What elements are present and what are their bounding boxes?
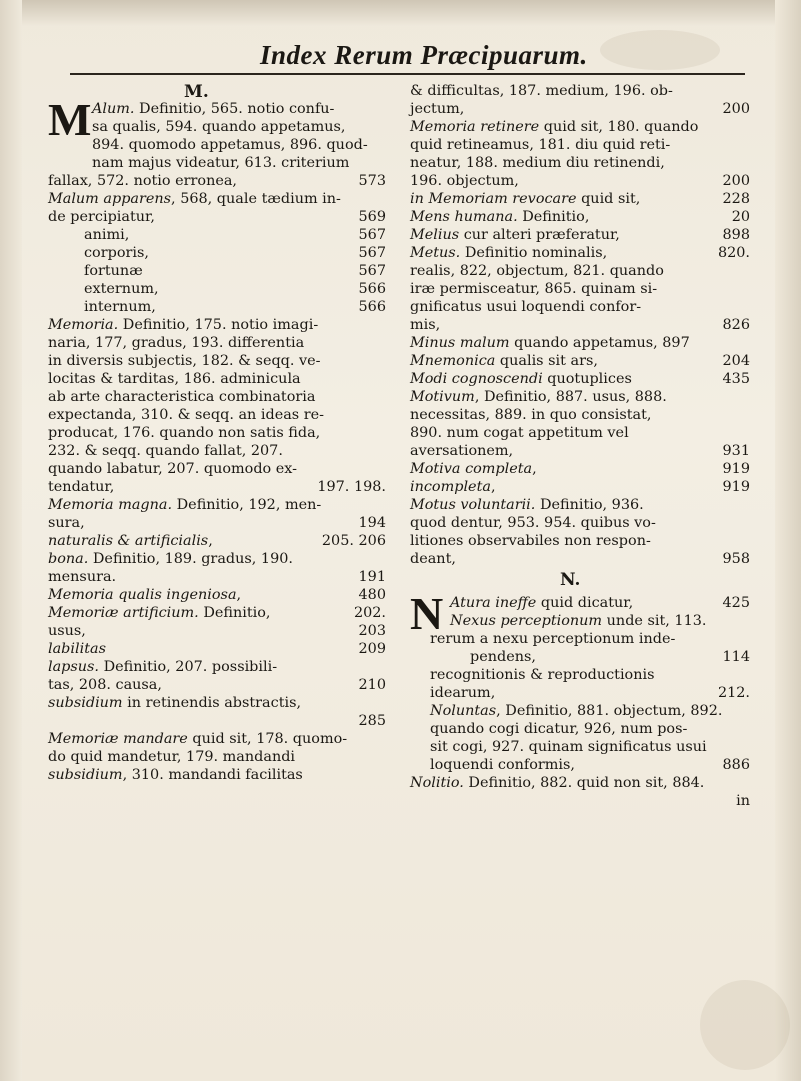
entry-text: animi, bbox=[84, 227, 130, 243]
entry-text: fallax, 572. notio erronea, bbox=[48, 173, 238, 189]
section-letter-n: N. bbox=[560, 570, 581, 590]
entry-text: necessitas, 889. in quo consistat, bbox=[410, 407, 652, 423]
entry-text: 894. quomodo appetamus, 896. quod- bbox=[92, 137, 368, 153]
index-entry bbox=[48, 244, 386, 262]
entry-text: usus, bbox=[48, 623, 86, 639]
index-entry bbox=[48, 316, 386, 334]
entry-text: Memoriæ mandare quid sit, 178. quomo- bbox=[48, 731, 348, 747]
index-entry bbox=[48, 550, 386, 568]
index-entry bbox=[410, 594, 750, 612]
entry-text: quando cogi dicatur, 926, num pos- bbox=[430, 721, 688, 737]
index-entry bbox=[410, 460, 750, 478]
index-entry bbox=[48, 334, 386, 352]
entry-text: 890. num cogat appetitum vel bbox=[410, 425, 629, 441]
entry-text: Memoria retinere quid sit, 180. quando bbox=[410, 119, 699, 135]
entry-text: naria, 177, gradus, 193. differentia bbox=[48, 335, 305, 351]
entry-text: mensura. bbox=[48, 569, 117, 585]
index-entry bbox=[48, 694, 386, 712]
entry-text: Mnemonica qualis sit ars, bbox=[410, 353, 598, 369]
index-entry bbox=[410, 442, 750, 460]
index-entry bbox=[48, 604, 386, 622]
index-entry bbox=[48, 676, 386, 694]
page-reference: 197. 198. bbox=[317, 479, 386, 495]
entry-text: jectum, bbox=[410, 101, 465, 117]
index-entry bbox=[48, 172, 386, 190]
index-entry bbox=[410, 630, 750, 648]
entry-text: tendatur, bbox=[48, 479, 115, 495]
page-reference: 210 bbox=[358, 677, 386, 693]
entry-text: Metus. Definitio nominalis, bbox=[410, 245, 608, 261]
index-entry bbox=[48, 460, 386, 478]
entry-text: subsidium, 310. mandandi facilitas bbox=[48, 767, 303, 783]
entry-text: deant, bbox=[410, 551, 456, 567]
entry-text: ab arte characteristica combinatoria bbox=[48, 389, 316, 405]
entry-text: expectanda, 310. & seqq. an ideas re- bbox=[48, 407, 325, 423]
index-entry bbox=[410, 792, 750, 810]
entry-text: 232. & seqq. quando fallat, 207. bbox=[48, 443, 283, 459]
index-entry bbox=[48, 532, 386, 550]
entry-text: naturalis & artificialis, bbox=[48, 533, 213, 549]
index-entry bbox=[410, 208, 750, 226]
index-entry bbox=[410, 334, 750, 352]
page-reference: 212. bbox=[717, 685, 750, 701]
index-entry bbox=[48, 298, 386, 316]
paper-stain bbox=[600, 30, 720, 70]
index-entry bbox=[410, 118, 750, 136]
page-reference: 205. 206 bbox=[321, 533, 386, 549]
index-entry bbox=[48, 280, 386, 298]
entry-text: labilitas bbox=[48, 641, 106, 657]
entry-text: quod dentur, 953. 954. quibus vo- bbox=[410, 515, 656, 531]
entry-text: nam majus videatur, 613. criterium bbox=[92, 155, 350, 171]
index-entry bbox=[48, 208, 386, 226]
entry-text: pendens, bbox=[470, 649, 536, 665]
entry-text: do quid mandetur, 179. mandandi bbox=[48, 749, 296, 765]
page-reference: 480 bbox=[358, 587, 386, 603]
entry-text: Noluntas, Definitio, 881. objectum, 892. bbox=[430, 703, 723, 719]
page-reference: 200 bbox=[722, 101, 750, 117]
index-entry bbox=[48, 190, 386, 208]
entry-text: Minus malum quando appetamus, 897 bbox=[410, 335, 690, 351]
page-reference: 191 bbox=[358, 569, 386, 585]
page-top-edge bbox=[0, 0, 801, 26]
entry-text: subsidium in retinendis abstractis, bbox=[48, 695, 302, 711]
page-reference: 898 bbox=[722, 227, 750, 243]
entry-text: quid retineamus, 181. diu quid reti- bbox=[410, 137, 671, 153]
index-entry bbox=[410, 226, 750, 244]
entry-text: Motivum, Definitio, 887. usus, 888. bbox=[410, 389, 667, 405]
index-entry bbox=[410, 702, 750, 720]
running-header: Index Rerum Præcipuarum. bbox=[260, 40, 588, 70]
index-entry bbox=[410, 478, 750, 496]
entry-text: Modi cognoscendi quotuplices bbox=[410, 371, 632, 387]
index-entry bbox=[48, 406, 386, 424]
entry-text: corporis, bbox=[84, 245, 149, 261]
page-right-edge bbox=[775, 0, 801, 1081]
paper-stain bbox=[700, 980, 790, 1070]
index-entry bbox=[410, 100, 750, 118]
index-entry bbox=[48, 496, 386, 514]
index-entry bbox=[48, 262, 386, 280]
dropcap-m: M bbox=[48, 94, 92, 145]
index-entry bbox=[48, 658, 386, 676]
dropcap-n: N bbox=[410, 588, 444, 639]
index-entry bbox=[48, 586, 386, 604]
index-entry bbox=[410, 352, 750, 370]
entry-text: internum, bbox=[84, 299, 156, 315]
index-entry bbox=[410, 774, 750, 792]
index-entry bbox=[410, 172, 750, 190]
index-entry bbox=[48, 514, 386, 532]
entry-text: Atura ineffe quid dicatur, bbox=[450, 595, 634, 611]
index-entry bbox=[410, 154, 750, 172]
page-left-edge bbox=[0, 0, 22, 1081]
index-entry bbox=[48, 352, 386, 370]
entry-text: incompleta, bbox=[410, 479, 496, 495]
header-rule bbox=[70, 73, 745, 75]
entry-text: Memoria. Definitio, 175. notio imagi- bbox=[48, 317, 319, 333]
section-letter-m: M. bbox=[184, 82, 209, 102]
index-entry bbox=[410, 298, 750, 316]
entry-text: producat, 176. quando non satis fida, bbox=[48, 425, 321, 441]
index-entry bbox=[410, 280, 750, 298]
index-entry bbox=[48, 424, 386, 442]
index-entry bbox=[410, 648, 750, 666]
entry-text: sit cogi, 927. quinam significatus usui bbox=[430, 739, 707, 755]
page-reference: 20 bbox=[731, 209, 750, 225]
page-reference: 919 bbox=[722, 461, 750, 477]
entry-text: in diversis subjectis, 182. & seqq. ve- bbox=[48, 353, 321, 369]
page-reference: 114 bbox=[722, 649, 750, 665]
index-entry bbox=[48, 748, 386, 766]
index-entry bbox=[410, 756, 750, 774]
entry-text: bona. Definitio, 189. gradus, 190. bbox=[48, 551, 293, 567]
entry-text: idearum, bbox=[430, 685, 496, 701]
index-entry bbox=[410, 666, 750, 684]
entry-text: Nexus perceptionum unde sit, 113. bbox=[450, 613, 707, 629]
entry-text: litiones observabiles non respon- bbox=[410, 533, 651, 549]
index-entry bbox=[410, 496, 750, 514]
index-entry bbox=[410, 424, 750, 442]
index-entry bbox=[410, 514, 750, 532]
page-reference: 567 bbox=[358, 227, 386, 243]
page-reference: in bbox=[736, 793, 750, 809]
entry-text: externum, bbox=[84, 281, 159, 297]
entry-text: iræ permisceatur, 865. quinam si- bbox=[410, 281, 658, 297]
entry-text: tas, 208. causa, bbox=[48, 677, 162, 693]
index-entry bbox=[48, 478, 386, 496]
entry-text: & difficultas, 187. medium, 196. ob- bbox=[410, 83, 673, 99]
page-reference: 569 bbox=[358, 209, 386, 225]
page-reference: 203 bbox=[358, 623, 386, 639]
page-reference: 931 bbox=[722, 443, 750, 459]
index-entry bbox=[48, 154, 386, 172]
entry-text: sura, bbox=[48, 515, 85, 531]
entry-text: aversationem, bbox=[410, 443, 514, 459]
page-reference: 435 bbox=[722, 371, 750, 387]
entry-text: Alum. Definitio, 565. notio confu- bbox=[92, 101, 335, 117]
index-entry bbox=[410, 82, 750, 100]
entry-text: realis, 822, objectum, 821. quando bbox=[410, 263, 664, 279]
page-reference: 826 bbox=[722, 317, 750, 333]
index-entry bbox=[410, 406, 750, 424]
entry-text: Malum apparens, 568, quale tædium in- bbox=[48, 191, 341, 207]
index-entry bbox=[410, 612, 750, 630]
entry-text: Memoria magna. Definitio, 192, men- bbox=[48, 497, 322, 513]
entry-text: locitas & tarditas, 186. adminicula bbox=[48, 371, 301, 387]
page-reference: 567 bbox=[358, 245, 386, 261]
entry-text: Motus voluntarii. Definitio, 936. bbox=[410, 497, 644, 513]
entry-text: gnificatus usui loquendi confor- bbox=[410, 299, 642, 315]
index-entry bbox=[410, 370, 750, 388]
entry-text: recognitionis & reproductionis bbox=[430, 667, 655, 683]
page-reference: 886 bbox=[722, 757, 750, 773]
entry-text: Melius cur alteri præferatur, bbox=[410, 227, 620, 243]
index-entry bbox=[48, 226, 386, 244]
entry-text: Memoria qualis ingeniosa, bbox=[48, 587, 242, 603]
entry-text: neatur, 188. medium diu retinendi, bbox=[410, 155, 665, 171]
entry-text: lapsus. Definitio, 207. possibili- bbox=[48, 659, 278, 675]
page-reference: 202. bbox=[353, 605, 386, 621]
page-reference: 566 bbox=[358, 299, 386, 315]
page-reference: 566 bbox=[358, 281, 386, 297]
page-reference: 425 bbox=[722, 595, 750, 611]
index-entry bbox=[48, 730, 386, 748]
index-entry bbox=[410, 738, 750, 756]
page-reference: 820. bbox=[717, 245, 750, 261]
entry-text: mis, bbox=[410, 317, 441, 333]
page-reference: 573 bbox=[358, 173, 386, 189]
page-reference: 919 bbox=[722, 479, 750, 495]
entry-text: de percipiatur, bbox=[48, 209, 155, 225]
index-entry bbox=[410, 550, 750, 568]
index-entry bbox=[410, 532, 750, 550]
index-entry bbox=[410, 316, 750, 334]
entry-text: rerum a nexu perceptionum inde- bbox=[430, 631, 676, 647]
index-entry bbox=[48, 100, 386, 118]
index-entry bbox=[48, 640, 386, 658]
page-reference: 958 bbox=[722, 551, 750, 567]
index-entry bbox=[410, 190, 750, 208]
index-entry bbox=[48, 370, 386, 388]
page-reference: 194 bbox=[358, 515, 386, 531]
entry-text: sa qualis, 594. quando appetamus, bbox=[92, 119, 346, 135]
page-reference: 200 bbox=[722, 173, 750, 189]
index-entry bbox=[48, 712, 386, 730]
page-reference: 228 bbox=[722, 191, 750, 207]
index-entry bbox=[410, 684, 750, 702]
index-entry bbox=[48, 766, 386, 784]
entry-text: Mens humana. Definitio, bbox=[410, 209, 590, 225]
index-entry bbox=[410, 388, 750, 406]
entry-text: fortunæ bbox=[84, 263, 143, 279]
index-entry bbox=[48, 622, 386, 640]
index-entry bbox=[48, 568, 386, 586]
entry-text: quando labatur, 207. quomodo ex- bbox=[48, 461, 298, 477]
entry-text: 196. objectum, bbox=[410, 173, 519, 189]
entry-text: Memoriæ artificium. Definitio, bbox=[48, 605, 271, 621]
page-reference: 204 bbox=[722, 353, 750, 369]
page-reference: 567 bbox=[358, 263, 386, 279]
page-reference: 285 bbox=[358, 713, 386, 729]
index-entry bbox=[410, 244, 750, 262]
index-entry bbox=[48, 118, 386, 136]
entry-text: in Memoriam revocare quid sit, bbox=[410, 191, 641, 207]
entry-text: Nolitio. Definitio, 882. quid non sit, 884. bbox=[410, 775, 705, 791]
entry-text: loquendi conformis, bbox=[430, 757, 575, 773]
page-reference: 209 bbox=[358, 641, 386, 657]
entry-text: Motiva completa, bbox=[410, 461, 537, 477]
index-entry bbox=[48, 442, 386, 460]
index-entry bbox=[410, 136, 750, 154]
index-entry bbox=[410, 262, 750, 280]
index-entry bbox=[48, 388, 386, 406]
index-entry bbox=[410, 720, 750, 738]
index-entry bbox=[48, 136, 386, 154]
